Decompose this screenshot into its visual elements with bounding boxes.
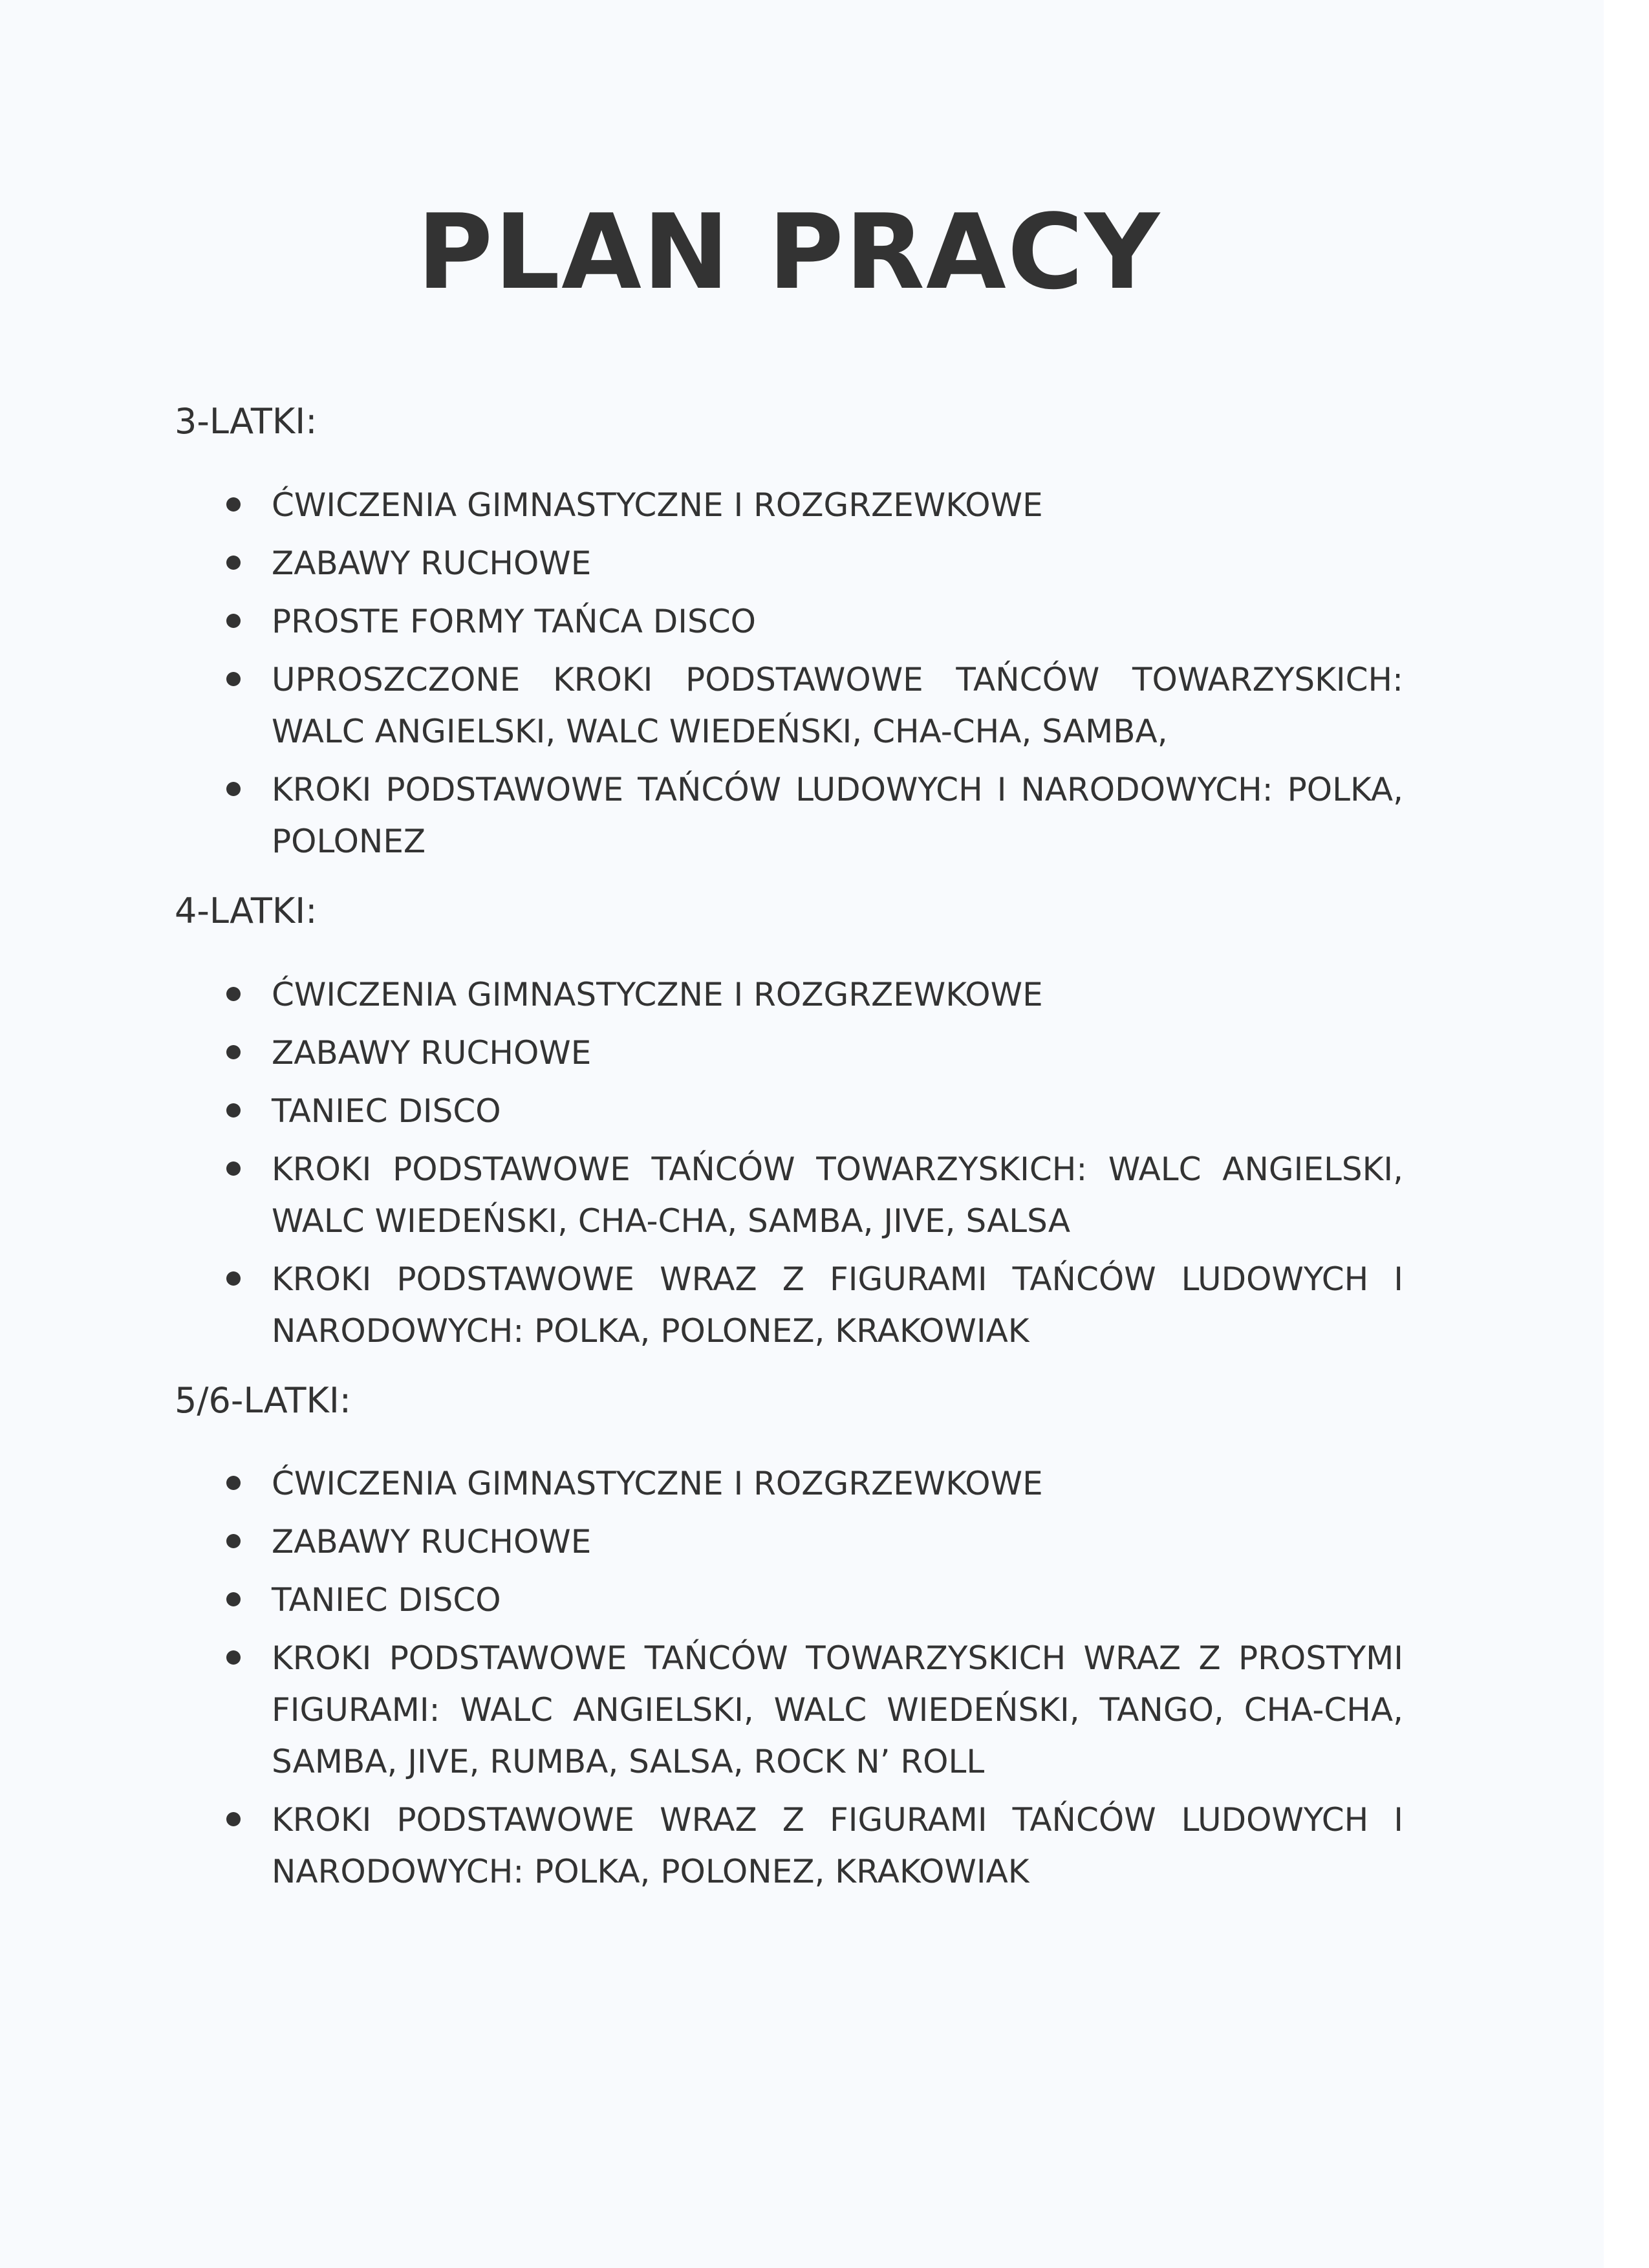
list-item-text: ZABAWY RUCHOWE xyxy=(272,544,592,582)
list-item-text: TANIEC DISCO xyxy=(272,1581,501,1619)
bullet-icon xyxy=(226,1476,241,1490)
list-item-text: UPROSZCZONE KROKI PODSTAWOWE TAŃCÓW TOWARZYSKICH: WALC ANGIELSKI, WALC WIEDEŃSKI, CHA-CHA, SAMBA, xyxy=(272,660,1403,750)
list-item xyxy=(272,1085,1403,1137)
section-3-latki xyxy=(175,401,1403,867)
bullet-icon xyxy=(226,1812,241,1826)
list-item-text: KROKI PODSTAWOWE WRAZ Z FIGURAMI TAŃCÓW LUDOWYCH I NARODOWYCH: POLKA, POLONEZ, KRAKOWIAK xyxy=(272,1260,1403,1350)
plan-content xyxy=(175,401,1403,1921)
list-item xyxy=(272,1253,1403,1357)
bullet-icon xyxy=(226,1650,241,1665)
list-item-text: TANIEC DISCO xyxy=(272,1092,501,1130)
section-4-latki xyxy=(175,891,1403,1357)
bullet-icon xyxy=(226,1103,241,1118)
list-item xyxy=(272,764,1403,867)
item-list xyxy=(175,479,1403,867)
list-item xyxy=(272,1794,1403,1897)
list-item xyxy=(272,1458,1403,1509)
section-heading: 5/6-LATKI: xyxy=(175,1379,351,1421)
bullet-icon xyxy=(226,1592,241,1606)
bullet-icon xyxy=(226,782,241,796)
item-list xyxy=(175,1458,1403,1897)
list-item xyxy=(272,479,1403,531)
list-item-text: KROKI PODSTAWOWE TAŃCÓW LUDOWYCH I NARODOWYCH: POLKA, POLONEZ xyxy=(272,770,1403,860)
list-item-text: ĆWICZENIA GIMNASTYCZNE I ROZGRZEWKOWE xyxy=(272,975,1043,1013)
list-item xyxy=(272,537,1403,589)
bullet-icon xyxy=(226,1045,241,1059)
bullet-icon xyxy=(226,1534,241,1548)
bullet-icon xyxy=(226,556,241,570)
bullet-icon xyxy=(226,672,241,686)
bullet-icon xyxy=(226,1271,241,1286)
list-item-text: KROKI PODSTAWOWE WRAZ Z FIGURAMI TAŃCÓW LUDOWYCH I NARODOWYCH: POLKA, POLONEZ, KRAKOWIAK xyxy=(272,1801,1403,1891)
list-item-text: ZABAWY RUCHOWE xyxy=(272,1033,592,1072)
bullet-icon xyxy=(226,987,241,1001)
list-item xyxy=(272,1574,1403,1626)
list-item xyxy=(272,1516,1403,1568)
list-item xyxy=(272,1027,1403,1079)
list-item xyxy=(272,596,1403,647)
list-item-text: KROKI PODSTAWOWE TAŃCÓW TOWARZYSKICH WRAZ Z PROSTYMI FIGURAMI: WALC ANGIELSKI, WALC WIEDEŃSKI, TANGO, CHA-CHA, SAMBA, JIVE, RUMBA, SALSA, ROCK N’ ROLL xyxy=(272,1639,1403,1781)
section-heading: 4-LATKI: xyxy=(175,890,318,931)
list-item xyxy=(272,1143,1403,1247)
section-5-6-latki xyxy=(175,1380,1403,1898)
section-heading: 3-LATKI: xyxy=(175,401,318,442)
list-item-text: PROSTE FORMY TAŃCA DISCO xyxy=(272,602,756,640)
list-item xyxy=(272,969,1403,1021)
page-title: PLAN PRACY xyxy=(416,191,1161,312)
bullet-icon xyxy=(226,497,241,512)
list-item-text: ĆWICZENIA GIMNASTYCZNE I ROZGRZEWKOWE xyxy=(272,486,1043,524)
list-item-text: KROKI PODSTAWOWE TAŃCÓW TOWARZYSKICH: WALC ANGIELSKI, WALC WIEDEŃSKI, CHA-CHA, SAMBA, JIVE, SALSA xyxy=(272,1150,1403,1240)
list-item xyxy=(272,654,1403,757)
item-list xyxy=(175,969,1403,1357)
list-item-text: ĆWICZENIA GIMNASTYCZNE I ROZGRZEWKOWE xyxy=(272,1465,1043,1503)
bullet-icon xyxy=(226,614,241,628)
bullet-icon xyxy=(226,1161,241,1176)
list-item-text: ZABAWY RUCHOWE xyxy=(272,1523,592,1561)
list-item xyxy=(272,1632,1403,1787)
